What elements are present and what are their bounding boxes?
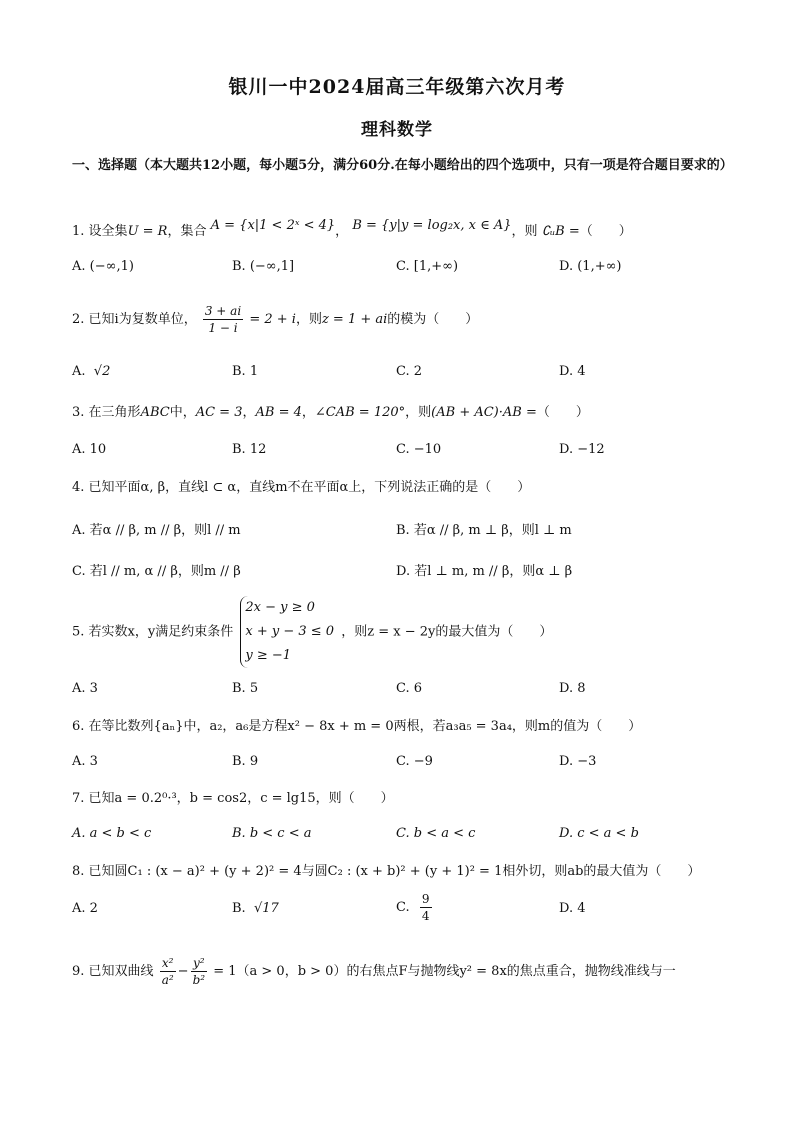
option-a[interactable]: A. 3 xyxy=(72,754,98,769)
option-a[interactable]: A. 10 xyxy=(72,442,107,457)
question-4-options-row2 xyxy=(72,560,732,582)
q9-text: 已知双曲线 xyxy=(88,964,154,979)
q1-text: （ ） xyxy=(579,224,632,239)
numerator: y² xyxy=(191,955,208,972)
question-2 xyxy=(72,303,722,336)
option-d[interactable]: D. 4 xyxy=(559,901,586,916)
q2-text: 的模为（ ） xyxy=(387,312,479,327)
question-5-options xyxy=(72,681,732,703)
question-number: 7. xyxy=(72,791,85,806)
question-number: 3. xyxy=(72,405,85,420)
q7-text: 已知a = 0.2⁰·³，b = cos2，c = lg15，则（ ） xyxy=(88,791,394,806)
q2-math: = 2 + i xyxy=(249,312,296,327)
q8-text: 已知圆C₁ : (x − a)² + (y + 2)² = 4与圆C₂ : (x + b)² + (y + 1)² = 1相外切，则ab的最大值为（ ） xyxy=(88,864,701,879)
option-a[interactable]: A. 若α // β, m // β，则l // m xyxy=(72,523,241,538)
q3-math: AC = 3 xyxy=(195,405,243,420)
q2-fraction xyxy=(203,303,243,336)
option-b[interactable]: B. 若α // β, m ⊥ β，则l ⊥ m xyxy=(396,523,572,538)
question-7-options xyxy=(72,826,732,848)
option-d[interactable]: D. (1,+∞) xyxy=(559,259,622,274)
q3-math: ∠CAB = 120° xyxy=(314,405,406,420)
option-b[interactable]: B. 1 xyxy=(232,364,259,379)
q1-math: U = R xyxy=(127,224,168,239)
question-8-options xyxy=(72,892,732,923)
question-1-options xyxy=(72,259,732,281)
denominator: 1 − i xyxy=(208,321,238,335)
option-c[interactable]: C. −9 xyxy=(396,754,433,769)
q3-vector-expression: (AB + AC)·AB = xyxy=(431,405,537,420)
denominator: b² xyxy=(192,973,206,987)
question-6 xyxy=(72,717,722,737)
q3-text: ，则 xyxy=(405,405,432,420)
question-2-options xyxy=(72,364,732,386)
question-7 xyxy=(72,789,722,809)
q1-set-a: A = {x|1 < 2ˣ < 4} xyxy=(210,218,336,233)
option-value: √17 xyxy=(253,901,279,916)
constraint-3: y ≥ −1 xyxy=(245,648,292,663)
denominator: a² xyxy=(161,973,174,987)
q1-math: ∁ᵤB = xyxy=(541,224,580,239)
option-fraction xyxy=(420,891,432,924)
option-letter: B. xyxy=(232,901,246,916)
constraint-system xyxy=(240,596,334,668)
option-b[interactable] xyxy=(232,901,279,916)
option-b[interactable]: B. 9 xyxy=(232,754,259,769)
q3-text: ， xyxy=(301,405,315,420)
numerator: x² xyxy=(160,955,176,972)
option-letter: C. xyxy=(396,900,410,915)
q9-fraction-y xyxy=(191,955,208,988)
constraint-1: 2x − y ≥ 0 xyxy=(245,600,315,615)
option-letter: A. xyxy=(72,364,86,379)
option-c[interactable]: C. b < a < c xyxy=(396,826,476,841)
page-title: 银川一中2024届高三年级第六次月考 xyxy=(228,76,566,98)
q3-math: AB = 4 xyxy=(255,405,302,420)
option-d[interactable]: D. 若l ⊥ m, m // β，则α ⊥ β xyxy=(396,564,573,579)
q5-text: ，则z = x − 2y的最大值为（ ） xyxy=(341,624,553,640)
question-4-options-row1 xyxy=(72,519,732,541)
option-a[interactable]: A. 2 xyxy=(72,901,98,916)
q1-text: ，集合 xyxy=(167,224,207,239)
q3-text: （ ） xyxy=(536,405,589,420)
q2-text: 已知i为复数单位， xyxy=(88,312,197,327)
minus-sign: − xyxy=(177,964,189,979)
section-header: 一、选择题（本大题共12小题，每小题5分，满分60分.在每小题给出的四个选项中，只有一项是符合题目要求的） xyxy=(72,158,733,173)
option-d[interactable]: D. c < a < b xyxy=(559,826,639,841)
option-b[interactable]: B. 12 xyxy=(232,442,267,457)
option-c[interactable]: C. 若l // m, α // β，则m // β xyxy=(72,564,241,579)
question-number: 2. xyxy=(72,312,85,327)
q5-text: 若实数x，y满足约束条件 xyxy=(88,624,234,640)
question-number: 9. xyxy=(72,964,85,979)
q4-text: 已知平面α, β，直线l ⊂ α，直线m不在平面α上，下列说法正确的是（ ） xyxy=(88,480,531,495)
option-d[interactable]: D. 8 xyxy=(559,681,586,696)
q1-text: ， xyxy=(335,224,349,239)
question-3 xyxy=(72,403,722,423)
q9-text: = 1（a > 0，b > 0）的右焦点F与抛物线y² = 8x的焦点重合，抛物线准线与一 xyxy=(213,964,676,979)
numerator: 3 + ai xyxy=(204,304,242,318)
question-9 xyxy=(72,955,722,988)
option-a[interactable]: A. a < b < c xyxy=(72,826,152,841)
question-number: 6. xyxy=(72,719,85,734)
question-3-options xyxy=(72,442,732,464)
numerator: 9 xyxy=(421,892,430,906)
option-a[interactable] xyxy=(72,364,110,379)
question-number: 4. xyxy=(72,480,85,495)
question-6-options xyxy=(72,754,732,776)
question-number: 8. xyxy=(72,864,85,879)
option-a[interactable]: A. (−∞,1) xyxy=(72,259,134,274)
option-b[interactable]: B. 5 xyxy=(232,681,259,696)
option-b[interactable]: B. (−∞,1] xyxy=(232,259,295,274)
option-c[interactable] xyxy=(396,891,434,924)
q6-text: 在等比数列{aₙ}中，a₂，a₆是方程x² − 8x + m = 0两根，若a₃a₅ = 3a₄，则m的值为（ ） xyxy=(88,719,642,734)
question-number: 1. xyxy=(72,224,85,239)
option-c[interactable]: C. [1,+∞) xyxy=(396,259,459,274)
option-d[interactable]: D. 4 xyxy=(559,364,586,379)
option-a[interactable]: A. 3 xyxy=(72,681,98,696)
question-5 xyxy=(72,596,722,668)
q2-text: ，则 xyxy=(295,312,322,327)
question-number: 5. xyxy=(72,624,85,640)
q3-text: 中， xyxy=(169,405,196,420)
q2-math: z = 1 + ai xyxy=(321,312,388,327)
option-d[interactable]: D. −3 xyxy=(559,754,597,769)
option-d[interactable]: D. −12 xyxy=(559,442,605,457)
question-4 xyxy=(72,478,722,498)
option-value: √2 xyxy=(93,364,111,379)
option-c[interactable]: C. 6 xyxy=(396,681,423,696)
question-8 xyxy=(72,862,722,882)
q9-fraction-x xyxy=(160,955,176,988)
option-c[interactable]: C. −10 xyxy=(396,442,442,457)
option-b[interactable]: B. b < c < a xyxy=(232,826,312,841)
q3-math: ABC xyxy=(140,405,170,420)
q3-text: 在三角形 xyxy=(88,405,141,420)
q1-text: 设全集 xyxy=(88,224,128,239)
q1-set-b: B = {y|y = log₂x, x ∈ A} xyxy=(352,218,512,233)
constraint-2: x + y − 3 ≤ 0 xyxy=(245,624,335,639)
option-c[interactable]: C. 2 xyxy=(396,364,423,379)
q3-text: ， xyxy=(242,405,256,420)
q1-text: ，则 xyxy=(511,224,538,239)
denominator: 4 xyxy=(421,909,430,923)
question-1 xyxy=(72,218,722,242)
page-subtitle: 理科数学 xyxy=(361,120,433,140)
